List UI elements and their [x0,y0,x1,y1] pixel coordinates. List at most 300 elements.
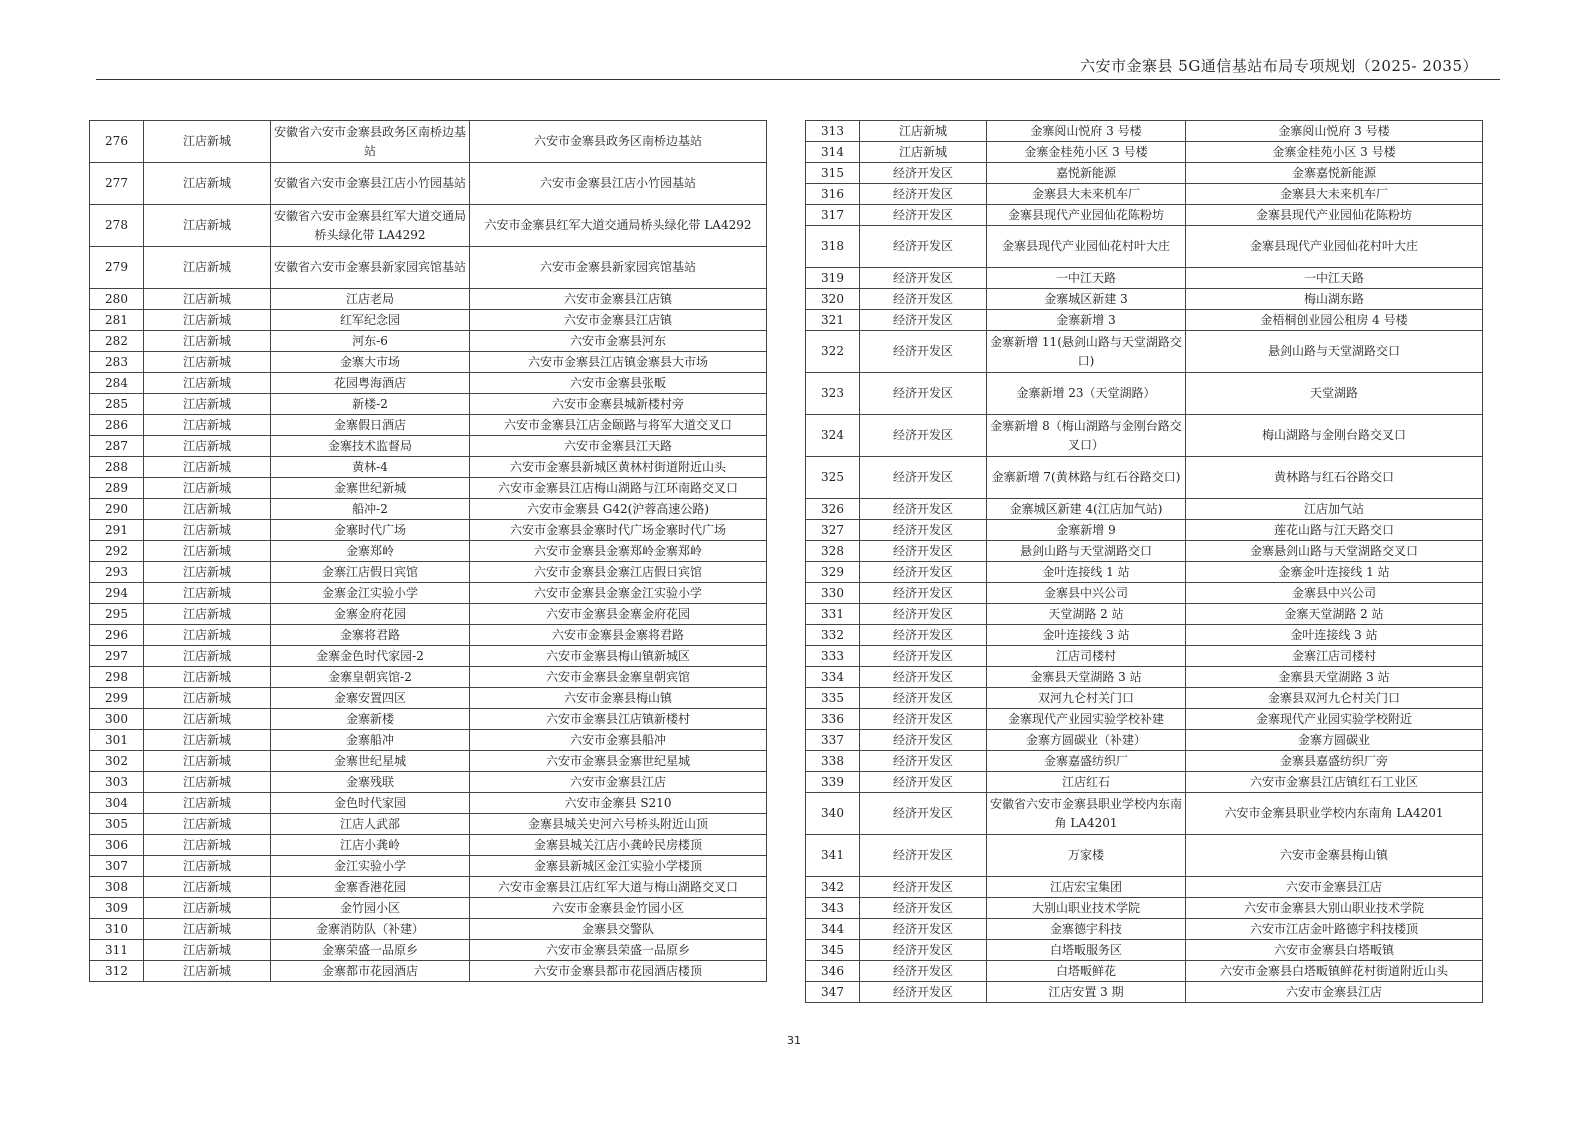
site-name-cell: 江店安置 3 期 [987,982,1186,1003]
table-row [806,310,1483,331]
area-cell: 经济开发区 [860,373,987,415]
area-cell: 江店新城 [144,352,271,373]
site-address-cell: 六安市金寨县 S210 [470,793,767,814]
area-cell: 江店新城 [144,835,271,856]
site-address-cell: 天堂湖路 [1186,373,1483,415]
site-address-cell: 六安市金寨县白塔畈镇鲜花村街道附近山头 [1186,961,1483,982]
site-address-cell: 六安市金寨县金寨时代广场金寨时代广场 [470,520,767,541]
site-name-cell: 安徽省六安市金寨县江店小竹园基站 [271,163,470,205]
area-cell: 经济开发区 [860,499,987,520]
site-address-cell: 六安市金寨县金寨江店假日宾馆 [470,562,767,583]
site-name-cell: 金寨新增 7(黄林路与红石谷路交口) [987,457,1186,499]
row-number-cell: 289 [90,478,144,499]
table-row [806,331,1483,373]
site-address-cell: 六安市金寨县金寨世纪星城 [470,751,767,772]
site-address-cell: 金寨江店司楼村 [1186,646,1483,667]
area-cell: 江店新城 [144,310,271,331]
site-address-cell: 金寨方圆碳业 [1186,730,1483,751]
table-row [806,667,1483,688]
area-cell: 江店新城 [860,121,987,142]
site-name-cell: 金寨县现代产业园仙花陈粉坊 [987,205,1186,226]
area-cell: 经济开发区 [860,520,987,541]
table-row [90,793,767,814]
site-name-cell: 金叶连接线 3 站 [987,625,1186,646]
row-number-cell: 284 [90,373,144,394]
site-name-cell: 安徽省六安市金寨县政务区南桥边基站 [271,121,470,163]
area-cell: 江店新城 [144,730,271,751]
site-name-cell: 金寨新增 23（天堂湖路） [987,373,1186,415]
table-row [806,793,1483,835]
site-address-cell: 六安市金寨县金寨将君路 [470,625,767,646]
site-name-cell: 双河九仑村关门口 [987,688,1186,709]
row-number-cell: 328 [806,541,860,562]
area-cell: 江店新城 [144,856,271,877]
table-row [90,163,767,205]
row-number-cell: 312 [90,961,144,982]
site-address-cell: 六安市金寨县江店镇红石工业区 [1186,772,1483,793]
table-row [806,142,1483,163]
site-address-cell: 六安市金寨县梅山镇 [470,688,767,709]
table-row [90,499,767,520]
area-cell: 经济开发区 [860,163,987,184]
area-cell: 经济开发区 [860,310,987,331]
row-number-cell: 340 [806,793,860,835]
row-number-cell: 298 [90,667,144,688]
site-address-cell: 金寨县大未来机车厂 [1186,184,1483,205]
row-number-cell: 283 [90,352,144,373]
site-name-cell: 安徽省六安市金寨县新家园宾馆基站 [271,247,470,289]
site-address-cell: 一中江天路 [1186,268,1483,289]
site-address-cell: 金寨县中兴公司 [1186,583,1483,604]
site-address-cell: 六安市金寨县江店 [1186,982,1483,1003]
site-address-cell: 六安市江店金叶路德宇科技楼顶 [1186,919,1483,940]
site-name-cell: 新楼-2 [271,394,470,415]
area-cell: 江店新城 [144,877,271,898]
site-name-cell: 安徽省六安市金寨县红军大道交通局桥头绿化带 LA4292 [271,205,470,247]
area-cell: 经济开发区 [860,457,987,499]
site-address-cell: 六安市金寨县梅山镇 [1186,835,1483,877]
site-name-cell: 金寨金府花园 [271,604,470,625]
site-address-cell: 六安市金寨县 G42(沪蓉高速公路) [470,499,767,520]
site-name-cell: 金寨县现代产业园仙花村叶大庄 [987,226,1186,268]
site-name-cell: 船冲-2 [271,499,470,520]
site-name-cell: 金寨县大未来机车厂 [987,184,1186,205]
site-name-cell: 金寨金江实验小学 [271,583,470,604]
table-row [90,667,767,688]
row-number-cell: 286 [90,415,144,436]
area-cell: 江店新城 [144,688,271,709]
table-row [806,646,1483,667]
table-row [806,709,1483,730]
site-address-cell: 六安市金寨县白塔畈镇 [1186,940,1483,961]
row-number-cell: 279 [90,247,144,289]
table-row [90,457,767,478]
area-cell: 经济开发区 [860,688,987,709]
table-row [806,751,1483,772]
area-cell: 江店新城 [144,394,271,415]
site-name-cell: 金寨金桂苑小区 3 号楼 [987,142,1186,163]
row-number-cell: 308 [90,877,144,898]
site-address-cell: 六安市金寨县江店镇新楼村 [470,709,767,730]
area-cell: 江店新城 [144,919,271,940]
site-address-cell: 莲花山路与江天路交口 [1186,520,1483,541]
table-row [90,247,767,289]
site-address-cell: 六安市金寨县江店小竹园基站 [470,163,767,205]
area-cell: 江店新城 [144,289,271,310]
site-name-cell: 江店人武部 [271,814,470,835]
site-name-cell: 红军纪念园 [271,310,470,331]
row-number-cell: 295 [90,604,144,625]
row-number-cell: 336 [806,709,860,730]
row-number-cell: 276 [90,121,144,163]
area-cell: 江店新城 [144,520,271,541]
site-name-cell: 金寨现代产业园实验学校补建 [987,709,1186,730]
area-cell: 经济开发区 [860,604,987,625]
row-number-cell: 301 [90,730,144,751]
site-address-cell: 六安市金寨县江店镇金寨县大市场 [470,352,767,373]
table-row [90,478,767,499]
site-address-cell: 金寨悬剑山路与天堂湖路交叉口 [1186,541,1483,562]
row-number-cell: 315 [806,163,860,184]
area-cell: 江店新城 [144,331,271,352]
site-name-cell: 大别山职业技术学院 [987,898,1186,919]
site-address-cell: 悬剑山路与天堂湖路交口 [1186,331,1483,373]
site-name-cell: 金寨大市场 [271,352,470,373]
area-cell: 经济开发区 [860,751,987,772]
row-number-cell: 305 [90,814,144,835]
area-cell: 经济开发区 [860,709,987,730]
table-row [806,373,1483,415]
table-row [90,856,767,877]
row-number-cell: 282 [90,331,144,352]
table-row [806,961,1483,982]
table-row [806,688,1483,709]
site-address-cell: 金寨天堂湖路 2 站 [1186,604,1483,625]
site-address-cell: 金寨县交警队 [470,919,767,940]
table-row [90,898,767,919]
site-address-cell: 六安市金寨县城新楼村旁 [470,394,767,415]
area-cell: 江店新城 [144,667,271,688]
site-name-cell: 金寨县天堂湖路 3 站 [987,667,1186,688]
area-cell: 江店新城 [144,751,271,772]
site-address-cell: 金梧桐创业园公租房 4 号楼 [1186,310,1483,331]
area-cell: 经济开发区 [860,898,987,919]
row-number-cell: 341 [806,835,860,877]
table-row [806,835,1483,877]
table-row [806,898,1483,919]
area-cell: 江店新城 [144,772,271,793]
table-row [806,289,1483,310]
table-row [806,163,1483,184]
site-name-cell: 金寨荣盛一品原乡 [271,940,470,961]
table-row [806,541,1483,562]
site-name-cell: 金寨新增 11(悬剑山路与天堂湖路交口) [987,331,1186,373]
site-name-cell: 金寨城区新建 4(江店加气站) [987,499,1186,520]
table-row [806,226,1483,268]
row-number-cell: 322 [806,331,860,373]
area-cell: 经济开发区 [860,268,987,289]
table-row [806,919,1483,940]
site-address-cell: 金寨嘉悦新能源 [1186,163,1483,184]
site-name-cell: 天堂湖路 2 站 [987,604,1186,625]
site-name-cell: 金寨世纪新城 [271,478,470,499]
site-address-cell: 六安市金寨县金寨郑岭金寨郑岭 [470,541,767,562]
table-row [90,961,767,982]
table-row [90,940,767,961]
table-row [806,562,1483,583]
site-name-cell: 金寨城区新建 3 [987,289,1186,310]
header-divider [96,79,1500,80]
site-name-cell: 江店老局 [271,289,470,310]
row-number-cell: 285 [90,394,144,415]
row-number-cell: 316 [806,184,860,205]
row-number-cell: 330 [806,583,860,604]
site-address-cell: 金寨县双河九仑村关门口 [1186,688,1483,709]
site-name-cell: 一中江天路 [987,268,1186,289]
site-name-cell: 金寨嘉盛纺织厂 [987,751,1186,772]
site-address-cell: 六安市金寨县江店 [470,772,767,793]
site-name-cell: 金寨江店假日宾馆 [271,562,470,583]
table-row [90,415,767,436]
row-number-cell: 327 [806,520,860,541]
site-name-cell: 金寨技术监督局 [271,436,470,457]
site-address-cell: 金寨县天堂湖路 3 站 [1186,667,1483,688]
row-number-cell: 293 [90,562,144,583]
area-cell: 江店新城 [144,415,271,436]
site-address-cell: 金寨县现代产业园仙花村叶大庄 [1186,226,1483,268]
row-number-cell: 306 [90,835,144,856]
row-number-cell: 281 [90,310,144,331]
area-cell: 经济开发区 [860,415,987,457]
area-cell: 江店新城 [144,583,271,604]
area-cell: 江店新城 [144,205,271,247]
area-cell: 经济开发区 [860,625,987,646]
table-row [90,541,767,562]
site-address-cell: 六安市金寨县张畈 [470,373,767,394]
row-number-cell: 317 [806,205,860,226]
table-row [806,730,1483,751]
site-name-cell: 金寨消防队（补建） [271,919,470,940]
row-number-cell: 324 [806,415,860,457]
table-row [90,835,767,856]
site-name-cell: 金寨假日酒店 [271,415,470,436]
table-row [90,604,767,625]
area-cell: 经济开发区 [860,919,987,940]
table-row [806,982,1483,1003]
area-cell: 江店新城 [144,457,271,478]
site-name-cell: 河东-6 [271,331,470,352]
area-cell: 江店新城 [144,247,271,289]
area-cell: 经济开发区 [860,982,987,1003]
site-name-cell: 万家楼 [987,835,1186,877]
table-row [806,499,1483,520]
area-cell: 江店新城 [144,541,271,562]
site-name-cell: 金寨残联 [271,772,470,793]
row-number-cell: 326 [806,499,860,520]
row-number-cell: 291 [90,520,144,541]
site-address-cell: 金寨金叶连接线 1 站 [1186,562,1483,583]
row-number-cell: 347 [806,982,860,1003]
table-row [90,562,767,583]
site-address-cell: 六安市金寨县职业学校内东南角 LA4201 [1186,793,1483,835]
site-name-cell: 金叶连接线 1 站 [987,562,1186,583]
table-row [806,121,1483,142]
site-address-cell: 金寨金桂苑小区 3 号楼 [1186,142,1483,163]
site-name-cell: 安徽省六安市金寨县职业学校内东南角 LA4201 [987,793,1186,835]
area-cell: 经济开发区 [860,730,987,751]
area-cell: 江店新城 [144,793,271,814]
area-cell: 江店新城 [144,604,271,625]
area-cell: 江店新城 [144,562,271,583]
site-name-cell: 金寨县中兴公司 [987,583,1186,604]
area-cell: 江店新城 [860,142,987,163]
table-row [806,877,1483,898]
row-number-cell: 277 [90,163,144,205]
area-cell: 江店新城 [144,478,271,499]
table-row [90,331,767,352]
row-number-cell: 337 [806,730,860,751]
row-number-cell: 318 [806,226,860,268]
site-name-cell: 金寨安置四区 [271,688,470,709]
row-number-cell: 346 [806,961,860,982]
table-row [90,121,767,163]
site-address-cell: 六安市金寨县政务区南桥边基站 [470,121,767,163]
site-name-cell: 金江实验小学 [271,856,470,877]
site-address-cell: 六安市金寨县金寨皇朝宾馆 [470,667,767,688]
row-number-cell: 288 [90,457,144,478]
area-cell: 经济开发区 [860,961,987,982]
table-row [90,772,767,793]
table-row [90,688,767,709]
row-number-cell: 297 [90,646,144,667]
row-number-cell: 339 [806,772,860,793]
site-name-cell: 金寨新增 3 [987,310,1186,331]
table-row [806,268,1483,289]
area-cell: 江店新城 [144,499,271,520]
site-address-cell: 六安市金寨县红军大道交通局桥头绿化带 LA4292 [470,205,767,247]
row-number-cell: 303 [90,772,144,793]
site-address-cell: 金寨阅山悦府 3 号楼 [1186,121,1483,142]
site-name-cell: 江店小龚岭 [271,835,470,856]
row-number-cell: 332 [806,625,860,646]
table-row [806,184,1483,205]
area-cell: 江店新城 [144,373,271,394]
table-row [90,289,767,310]
table-row [90,751,767,772]
site-name-cell: 悬剑山路与天堂湖路交口 [987,541,1186,562]
area-cell: 江店新城 [144,163,271,205]
table-row [90,877,767,898]
row-number-cell: 334 [806,667,860,688]
row-number-cell: 294 [90,583,144,604]
site-name-cell: 嘉悦新能源 [987,163,1186,184]
site-name-cell: 白塔畈鲜花 [987,961,1186,982]
site-name-cell: 黄林-4 [271,457,470,478]
row-number-cell: 292 [90,541,144,562]
site-address-cell: 六安市金寨县梅山镇新城区 [470,646,767,667]
site-name-cell: 金色时代家园 [271,793,470,814]
table-row [806,415,1483,457]
site-address-cell: 六安市金寨县金寨金府花园 [470,604,767,625]
site-address-cell: 六安市金寨县河东 [470,331,767,352]
table-row [90,520,767,541]
table-row [90,394,767,415]
site-name-cell: 金寨阅山悦府 3 号楼 [987,121,1186,142]
site-address-cell: 金寨县城关江店小龚岭民房楼顶 [470,835,767,856]
row-number-cell: 299 [90,688,144,709]
site-name-cell: 江店宏宝集团 [987,877,1186,898]
row-number-cell: 311 [90,940,144,961]
site-name-cell: 金寨新楼 [271,709,470,730]
site-address-cell: 金寨县嘉盛纺织厂旁 [1186,751,1483,772]
table-row [806,625,1483,646]
site-address-cell: 六安市金寨县江店镇 [470,310,767,331]
area-cell: 经济开发区 [860,667,987,688]
area-cell: 经济开发区 [860,646,987,667]
row-number-cell: 338 [806,751,860,772]
table-row [806,520,1483,541]
site-address-cell: 六安市金寨县大别山职业技术学院 [1186,898,1483,919]
site-name-cell: 金寨德宇科技 [987,919,1186,940]
site-address-cell: 金寨县新城区金江实验小学楼顶 [470,856,767,877]
area-cell: 江店新城 [144,625,271,646]
site-address-cell: 梅山湖路与金刚台路交叉口 [1186,415,1483,457]
table-row [806,940,1483,961]
site-address-cell: 六安市金寨县江店红军大道与梅山湖路交叉口 [470,877,767,898]
area-cell: 经济开发区 [860,289,987,310]
row-number-cell: 333 [806,646,860,667]
document-header-title: 六安市金寨县 5G通信基站布局专项规划（2025- 2035） [1080,57,1478,75]
table-row [90,310,767,331]
row-number-cell: 314 [806,142,860,163]
site-address-cell: 六安市金寨县江店镇 [470,289,767,310]
row-number-cell: 296 [90,625,144,646]
area-cell: 经济开发区 [860,184,987,205]
row-number-cell: 335 [806,688,860,709]
area-cell: 江店新城 [144,940,271,961]
row-number-cell: 323 [806,373,860,415]
row-number-cell: 345 [806,940,860,961]
row-number-cell: 344 [806,919,860,940]
table-row [806,457,1483,499]
site-address-cell: 六安市金寨县都市花园酒店楼顶 [470,961,767,982]
page-number: 31 [787,1034,801,1047]
site-address-cell: 六安市金寨县江天路 [470,436,767,457]
area-cell: 江店新城 [144,814,271,835]
table-row [90,919,767,940]
site-name-cell: 金寨船冲 [271,730,470,751]
site-address-cell: 六安市金寨县荣盛一品原乡 [470,940,767,961]
site-name-cell: 金寨世纪星城 [271,751,470,772]
site-address-cell: 六安市金寨县新家园宾馆基站 [470,247,767,289]
row-number-cell: 325 [806,457,860,499]
table-row [90,583,767,604]
site-address-cell: 六安市金寨县新城区黄林村街道附近山头 [470,457,767,478]
area-cell: 江店新城 [144,121,271,163]
site-name-cell: 金寨香港花园 [271,877,470,898]
site-name-cell: 江店司楼村 [987,646,1186,667]
area-cell: 经济开发区 [860,940,987,961]
site-address-cell: 金寨县城关史河六号桥头附近山顶 [470,814,767,835]
site-name-cell: 金寨时代广场 [271,520,470,541]
area-cell: 经济开发区 [860,772,987,793]
site-name-cell: 金竹园小区 [271,898,470,919]
row-number-cell: 307 [90,856,144,877]
area-cell: 经济开发区 [860,541,987,562]
area-cell: 经济开发区 [860,835,987,877]
site-name-cell: 金寨金色时代家园-2 [271,646,470,667]
site-name-cell: 金寨都市花园酒店 [271,961,470,982]
